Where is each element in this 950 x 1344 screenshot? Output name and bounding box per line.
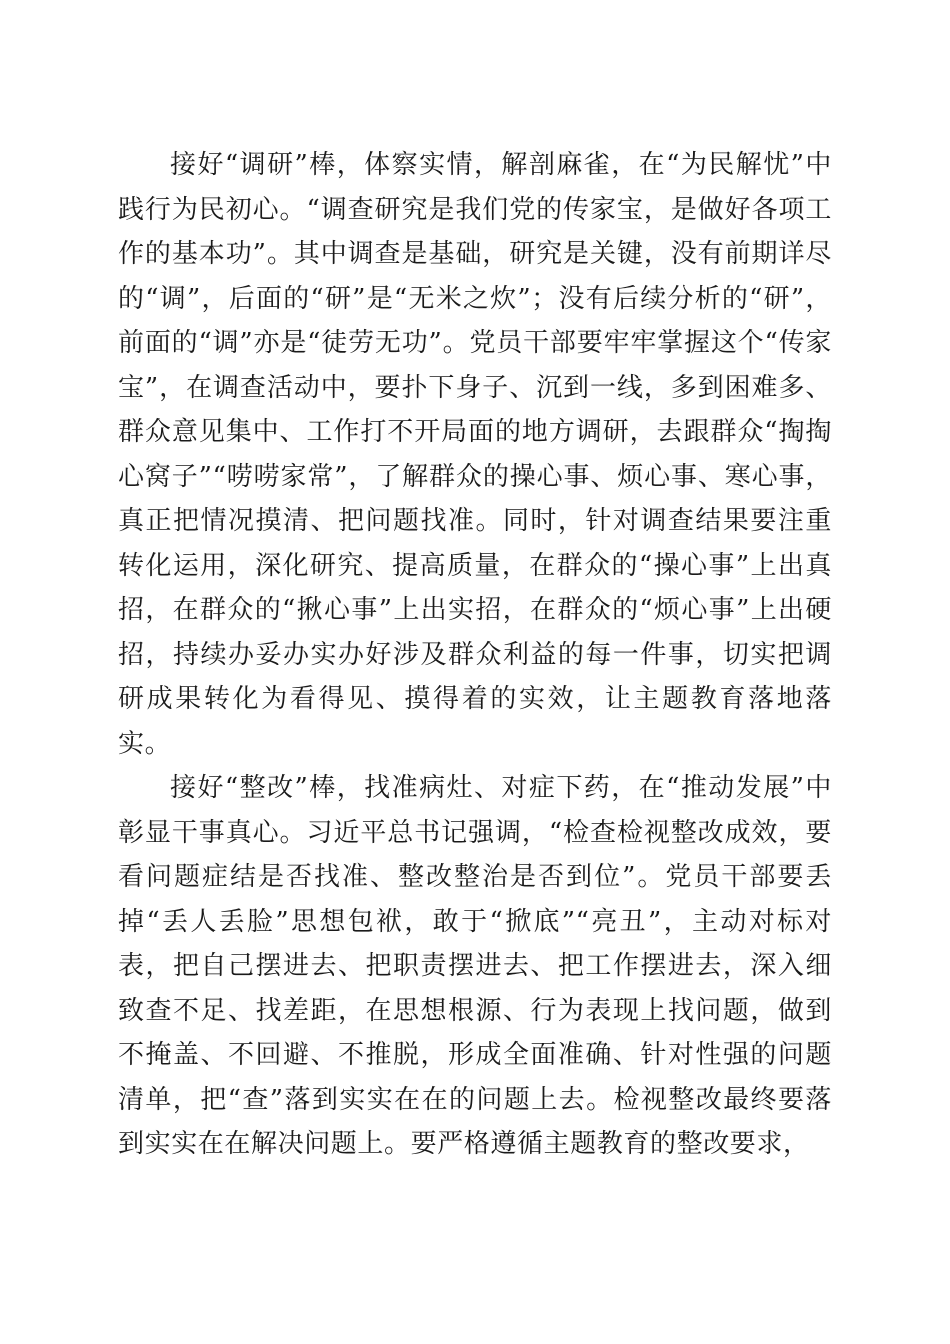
document-body (118, 143, 832, 1167)
paragraph-research: 接好“调研”棒，体察实情，解剖麻雀，在“为民解忧”中践行为民初心。“调查研究是我们党的传家宝，是做好各项工作的基本功”。其中调查是基础，研究是关键，没有前期详尽的“调”，后面的“研”是“无米之炊”；没有后续分析的“研”，前面的“调”亦是“徒劳无功”。党员干部要牢牢掌握这个“传家宝”，在调查活动中，要扑下身子、沉到一线，多到困难多、群众意见集中、工作打不开局面的地方调研，去跟群众“掏掏心窝子”“唠唠家常”，了解群众的操心事、烦心事、寒心事，真正把情况摸清、把问题找准。同时，针对调查结果要注重转化运用，深化研究、提高质量，在群众的“操心事”上出真招，在群众的“揪心事”上出实招，在群众的“烦心事”上出硬招，持续办妥办实办好涉及群众利益的每一件事，切实把调研成果转化为看得见、摸得着的实效，让主题教育落地落实。 (118, 150, 832, 759)
paragraph-rectification: 接好“整改”棒，找准病灶、对症下药，在“推动发展”中彰显干事真心。习近平总书记强调，“检查检视整改成效，要看问题症结是否找准、整改整治是否到位”。党员干部要丢掉“丢人丢脸”思想包袱，敢于“掀底”“亮丑”，主动对标对表，把自己摆进去、把职责摆进去、把工作摆进去，深入细致查不足、找差距，在思想根源、行为表现上找问题，做到不掩盖、不回避、不推脱，形成全面准确、针对性强的问题清单，把“查”落到实实在在的问题上去。检视整改最终要落到实实在在解决问题上。要严格遵循主题教育的整改要求， (118, 773, 832, 1159)
